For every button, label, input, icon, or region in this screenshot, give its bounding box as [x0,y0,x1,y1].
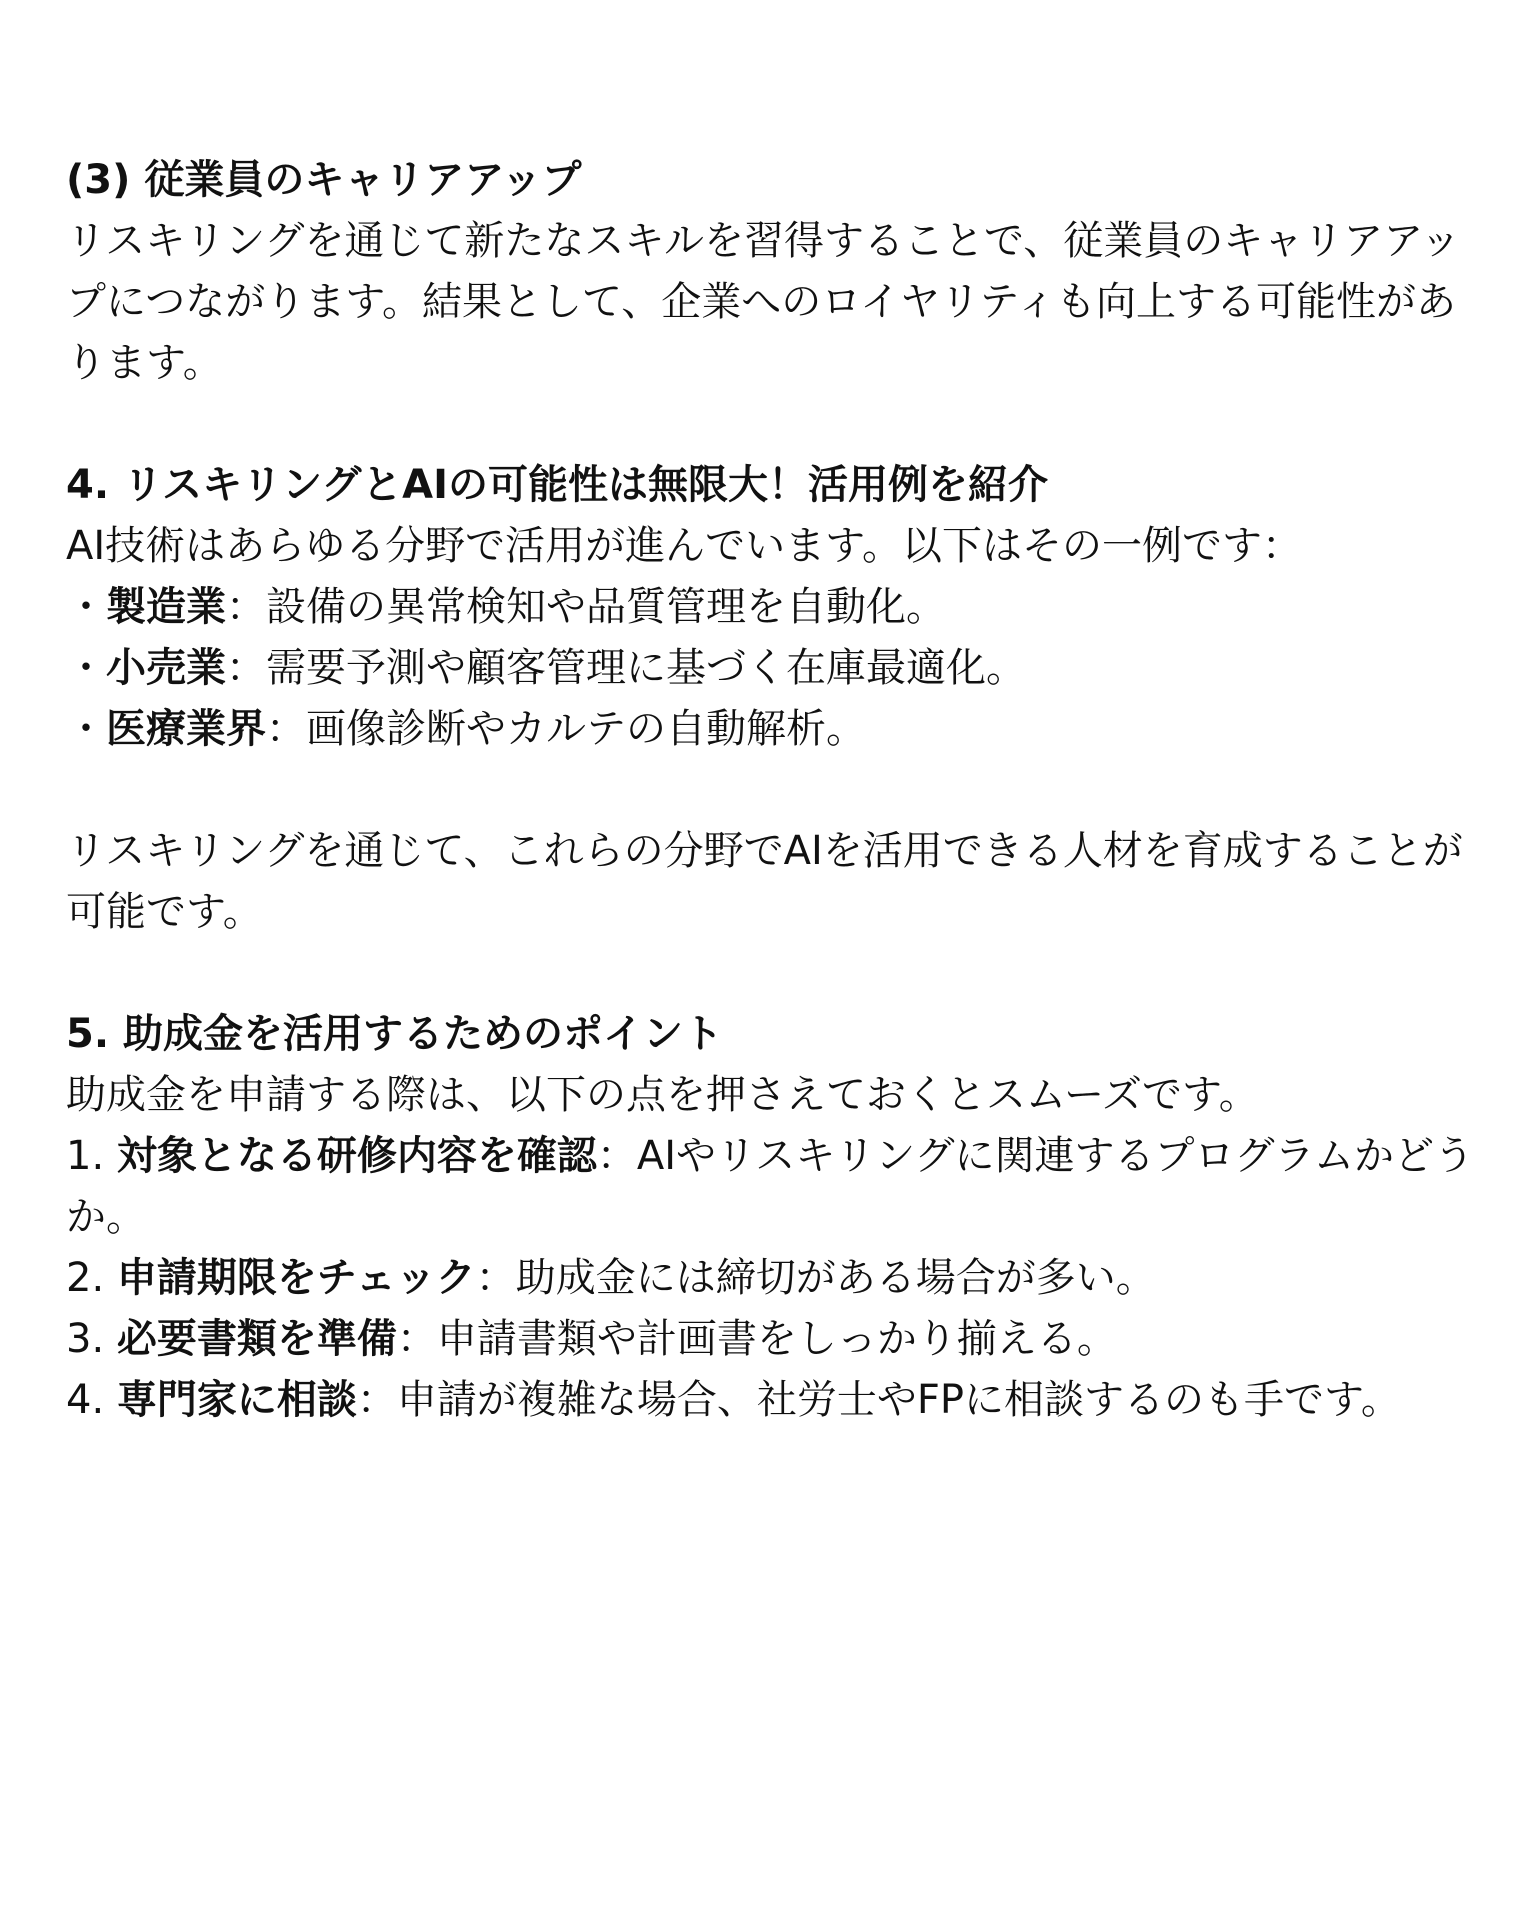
list-term: 必要書類を準備 [116,1316,397,1362]
list-number: 4. [66,1377,117,1423]
spacer [66,760,1486,821]
paragraph: 助成金を申請する際は、以下の点を押さえておくとスムーズです。 [66,1072,1259,1118]
paragraph: リスキリングを通じて、これらの分野でAIを活用できる人材を育成することが可能です。 [66,828,1463,935]
list-item [66,1248,1486,1309]
list-item [66,638,1486,699]
paragraph: リスキリングを通じて新たなスキルを習得することで、従業員のキャリアアップにつながります。結果として、企業へのロイヤリティも向上する可能性があります。 [66,218,1461,386]
bullet: ・ [66,706,106,752]
list-item [66,1370,1486,1431]
list-desc: ：画像診断やカルテの自動解析。 [266,706,866,752]
section-grant-points [66,1004,1486,1431]
list-desc: ：AIやリスキリングに関連するプログラムかどうか。 [66,1133,1475,1240]
list-item [66,577,1486,638]
list-item [66,1126,1486,1248]
list-term: 医療業界 [106,706,266,752]
spacer [66,394,1486,455]
list-term: 製造業 [106,584,226,630]
section-heading: 4. リスキリングとAIの可能性は無限大！活用例を紹介 [66,462,1048,508]
list-number: 1. [66,1133,117,1179]
spacer [66,943,1486,1004]
list-number: 3. [66,1316,117,1362]
section-employee-career [66,150,1486,394]
list-item [66,699,1486,760]
document-page [66,150,1486,1431]
paragraph: AI技術はあらゆる分野で活用が進んでいます。以下はその一例です： [66,523,1302,569]
section-heading: (3) 従業員のキャリアアップ [66,157,582,203]
bullet: ・ [66,645,106,691]
list-term: 小売業 [106,645,226,691]
list-desc: ：設備の異常検知や品質管理を自動化。 [226,584,946,630]
section-heading: 5. 助成金を活用するためのポイント [66,1011,723,1057]
list-number: 2. [66,1255,117,1301]
bullet: ・ [66,584,106,630]
list-desc: ：需要予測や顧客管理に基づく在庫最適化。 [226,645,1026,691]
list-desc: ：申請書類や計画書をしっかり揃える。 [396,1316,1117,1362]
list-desc: ：助成金には締切がある場合が多い。 [475,1255,1156,1301]
list-desc: ：申請が複雑な場合、社労士やFPに相談するのも手です。 [356,1377,1401,1423]
list-item [66,1309,1486,1370]
section-ai-use-cases [66,455,1486,943]
list-term: 対象となる研修内容を確認 [116,1133,597,1179]
list-term: 専門家に相談 [116,1377,357,1423]
list-term: 申請期限をチェック [116,1255,476,1301]
